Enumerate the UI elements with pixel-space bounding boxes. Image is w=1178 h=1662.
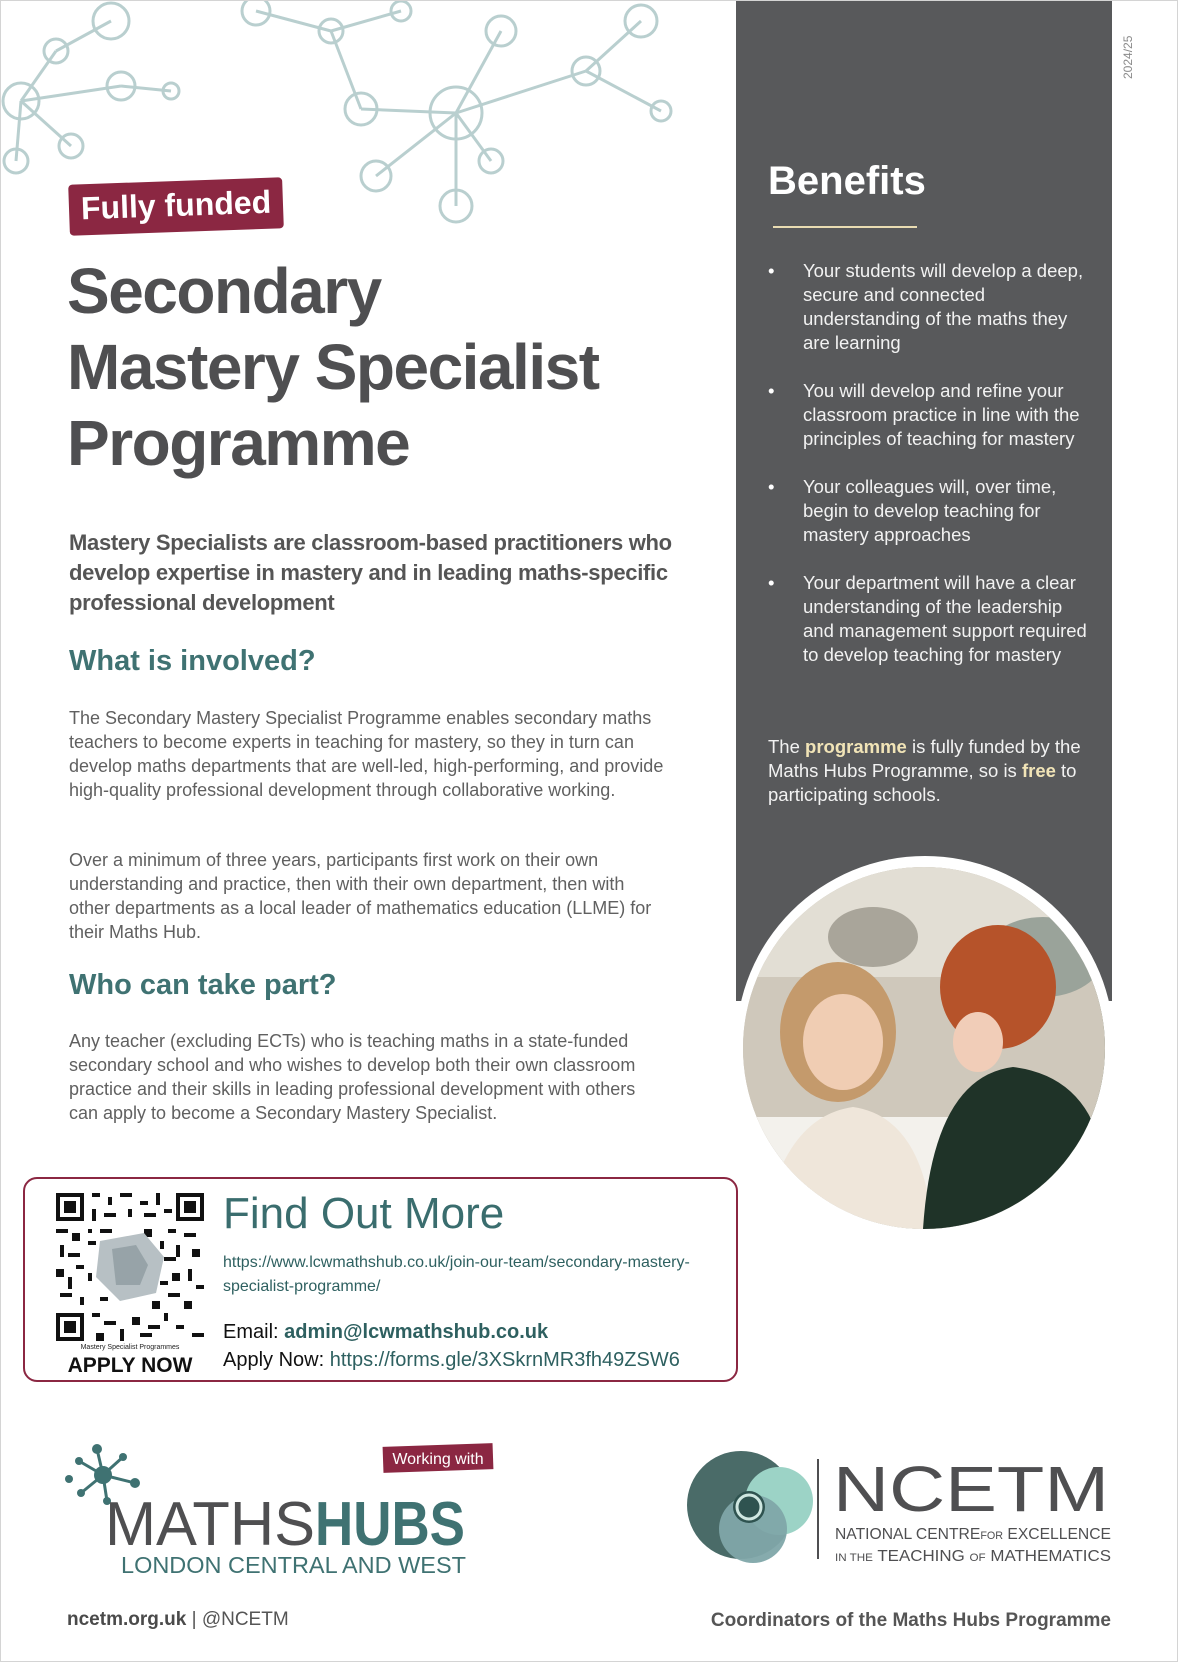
- apply-line: [223, 1349, 680, 1372]
- who-paragraph: Any teacher (excluding ECTs) who is teaching maths in a state-funded secondary school and who wishes to develop both their own classroom practice and their skills in leading professional development with others can apply to become a Secondary Mastery Specialist.: [69, 1031, 636, 1123]
- year-label: 2024/25: [1121, 35, 1135, 79]
- apply-now-label: APPLY NOW: [67, 1354, 193, 1377]
- ncetm-logo: [683, 1449, 1115, 1569]
- find-out-more-title: Find Out More: [223, 1189, 505, 1238]
- ncetm-tagline-small: IN THE: [835, 1552, 871, 1564]
- apply-label: Apply Now:: [223, 1349, 330, 1371]
- funding-highlight: free: [1021, 760, 1056, 781]
- maths-wordmark: MATHS: [105, 1490, 315, 1559]
- hub-region-label: LONDON CENTRAL AND WEST: [121, 1552, 466, 1578]
- title-line: Programme: [67, 407, 410, 479]
- ncetm-tagline-line-1: [835, 1526, 1114, 1543]
- title-line: Mastery Specialist: [67, 331, 599, 403]
- ncetm-site-link[interactable]: ncetm.org.uk: [67, 1609, 187, 1630]
- involved-paragraph: Over a minimum of three years, participants first work on their own understanding and practice, then with their own department, then with other departments as a local leader of mathematics education (LLME) for their Maths Hub.: [69, 850, 652, 942]
- footer-separator: |: [191, 1609, 197, 1630]
- ncetm-handle[interactable]: @NCETM: [201, 1609, 289, 1630]
- who-heading: Who can take part?: [69, 969, 337, 1001]
- hubs-wordmark: HUBS: [315, 1490, 465, 1559]
- funding-note: [768, 735, 1098, 807]
- footer-contact: [67, 1609, 289, 1631]
- qr-code-icon[interactable]: [56, 1193, 204, 1341]
- benefit-item: • You will develop and refine your classroom practice in line with the principles of teaching for mastery: [768, 379, 1088, 451]
- ncetm-tagline-line-2: [835, 1548, 1111, 1565]
- involved-heading: What is involved?: [69, 645, 316, 677]
- benefits-divider: [773, 226, 917, 228]
- maths-hubs-logo: [63, 1439, 503, 1579]
- intro-lead: Mastery Specialists are classroom-based practitioners who develop expertise in mastery and in leading maths-specific professional development: [69, 530, 672, 615]
- benefits-list: [768, 259, 1088, 691]
- footer-coordinators: Coordinators of the Maths Hubs Programme: [710, 1610, 1111, 1631]
- ncetm-wordmark: NCETM: [833, 1453, 1109, 1525]
- benefit-item: • Your department will have a clear understanding of the leadership and management support required to develop teaching for mastery: [768, 571, 1088, 667]
- email-line: [223, 1321, 548, 1344]
- email-link[interactable]: admin@lcwmathshub.co.uk: [284, 1321, 549, 1343]
- funding-text: is fully funded by the Maths Hubs Programme, so is: [768, 736, 1081, 781]
- apply-now-link[interactable]: https://forms.gle/3XSkrnMR3fh49ZSW6: [329, 1349, 680, 1371]
- benefit-item: • Your students will develop a deep, secure and connected understanding of the maths they are learning: [768, 259, 1088, 355]
- ncetm-tagline-small: FOR: [980, 1530, 1004, 1542]
- funding-highlight: programme: [805, 736, 907, 757]
- ncetm-tagline-text: EXCELLENCE: [1003, 1526, 1114, 1543]
- email-label: Email:: [223, 1321, 285, 1343]
- involved-paragraph: The Secondary Mastery Specialist Programme enables secondary maths teachers to become experts in teaching for mastery, so they in turn can develop maths departments that are well-led, high-performing, and provide high-quality professional development through collaborative working.: [69, 708, 664, 800]
- ncetm-tagline-text: MATHEMATICS: [985, 1548, 1105, 1565]
- ncetm-tagline-text: TEACHING: [872, 1548, 965, 1565]
- funding-text: The: [768, 736, 806, 757]
- funding-text: to participating schools.: [768, 760, 1077, 805]
- students-photo: [743, 867, 1105, 1229]
- fully-funded-badge: Fully funded: [68, 177, 284, 235]
- qr-caption: Mastery Specialist Programmes: [80, 1344, 180, 1351]
- ncetm-tagline-small: OF: [969, 1552, 985, 1564]
- working-with-label: Working with: [392, 1451, 484, 1468]
- benefits-title: Benefits: [768, 159, 926, 203]
- benefit-item: • Your colleagues will, over time, begin to develop teaching for mastery approaches: [768, 475, 1088, 547]
- page-title: [67, 253, 707, 481]
- students-illustration: [743, 867, 1105, 1229]
- programme-url-link[interactable]: https://www.lcwmathshub.co.uk/join-our-team/secondary-mastery-specialist-programme/: [223, 1254, 690, 1295]
- ncetm-tagline-text: NATIONAL CENTRE: [835, 1526, 984, 1543]
- title-line: Secondary: [67, 255, 381, 327]
